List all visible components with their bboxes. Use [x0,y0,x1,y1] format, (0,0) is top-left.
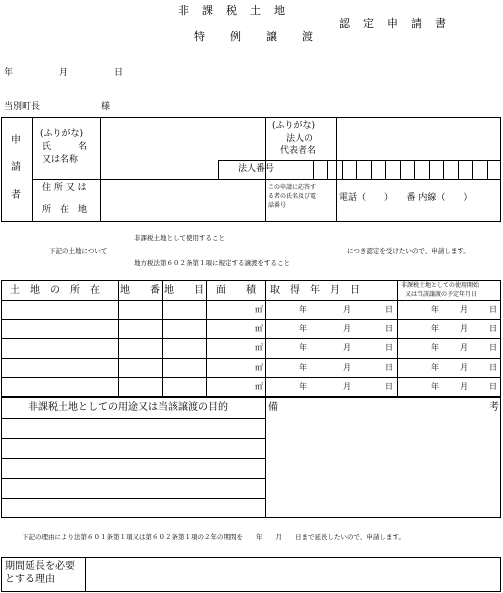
contact-label-2: る者の氏名及び電 [268,193,317,200]
start-month: 月 [460,343,468,352]
corp-digit-input[interactable] [415,161,427,178]
corp-digit-input[interactable] [357,161,369,178]
statement-prefix: 下記の土地について [49,247,108,255]
corp-digit-input[interactable] [386,161,398,178]
location-input[interactable] [4,302,116,318]
divider [1,319,501,320]
remarks-right: 考 [489,402,499,413]
location-input[interactable] [4,340,116,356]
start-day: 日 [489,324,497,333]
corp-digit-input[interactable] [314,161,326,178]
date-day: 日 [114,68,124,78]
remarks-left: 備 [268,402,278,413]
corp-digit-input[interactable] [473,161,485,178]
start-day: 日 [489,305,497,314]
corp-number-label: 法人番号 [238,164,275,174]
extension-reason-input[interactable] [89,559,497,590]
divider [1,338,501,339]
start-year: 年 [431,324,439,333]
divider [265,397,266,518]
area-unit: ㎡ [255,324,263,333]
acquired-day: 日 [385,305,393,314]
date-year: 年 [4,68,14,78]
start-day: 日 [489,343,497,352]
area-input[interactable] [208,340,253,356]
reason-label-2: とする理由 [5,574,55,585]
acquired-month: 月 [343,363,351,372]
contact-label-3: 話番号 [268,202,287,209]
divider [32,179,501,180]
category-input[interactable] [164,321,204,337]
corp-digit-input[interactable] [343,161,355,178]
statement-option-1: 非課税土地として使用すること [134,234,225,242]
divider [1,498,265,499]
col-category: 地 目 [164,285,204,296]
address-label-2: 所 在 地 [42,205,88,215]
start-year: 年 [431,305,439,314]
acquired-year: 年 [299,324,307,333]
lot-input[interactable] [120,360,160,376]
rep-label-1: 法人の [286,134,314,144]
address-label-1: 住 所 又 は [42,183,87,193]
col-location: 土 地 の 所 在 [10,285,100,296]
divider [100,117,101,222]
addressee-honorific: 様 [101,102,111,112]
corp-digit-input[interactable] [444,161,456,178]
corp-digit-input[interactable] [372,161,384,178]
statement-suffix: につき認定を受けたいので、申請します。 [347,247,470,255]
col-lot: 地 番 [120,285,160,296]
furigana-label: (ふりがな) [40,129,84,139]
acquired-month: 月 [343,382,351,391]
addressee-name: 当別町長 [4,102,41,112]
start-month: 月 [460,305,468,314]
applicant-label-1: 申 [11,135,21,146]
purpose-line-2-input[interactable] [4,440,262,456]
divider [1,438,265,439]
corp-digit-input[interactable] [430,161,442,178]
title-main: 非 課 税 土 地 [178,4,286,17]
name-label-2: 又は名称 [42,155,79,165]
location-input[interactable] [4,379,116,395]
rep-name-input[interactable] [339,120,499,158]
purpose-line-3-input[interactable] [4,460,262,476]
acquired-day: 日 [385,363,393,372]
acquired-year: 年 [299,382,307,391]
acquired-day: 日 [385,343,393,352]
divider [1,418,265,419]
area-unit: ㎡ [255,363,263,372]
lot-input[interactable] [120,321,160,337]
divider [1,377,501,378]
purpose-line-1-input[interactable] [4,420,262,436]
start-year: 年 [431,343,439,352]
divider [1,300,501,301]
name-label-1: 氏 名 [42,142,88,152]
corp-digit-input[interactable] [401,161,413,178]
remarks-input[interactable] [268,418,498,516]
acquired-year: 年 [299,343,307,352]
divider [1,478,265,479]
area-unit: ㎡ [255,343,263,352]
rep-label-2: 代表者名 [280,146,317,156]
start-month: 月 [460,382,468,391]
start-day: 日 [489,363,497,372]
start-year: 年 [431,363,439,372]
divider [32,117,33,222]
title-suffix: 認 定 申 請 書 [339,17,447,30]
start-year: 年 [431,382,439,391]
applicant-label-2: 請 [11,162,21,173]
lot-input[interactable] [120,340,160,356]
col-start-1: 非課税土地としての使用開始 [401,282,480,289]
extension-statement: 下記の理由により法第６０１条第１項又は第６０２条第１項の２年の期間を 年 月 日まで延長したいので、申請します。 [22,533,405,541]
start-month: 月 [460,363,468,372]
divider [218,160,219,179]
address-input[interactable] [103,182,263,220]
purpose-line-5-input[interactable] [4,500,262,516]
applicant-label-3: 者 [11,190,21,201]
acquired-year: 年 [299,363,307,372]
name-input[interactable] [103,140,215,176]
corp-digit-input[interactable] [459,161,471,178]
category-input[interactable] [164,302,204,318]
area-input[interactable] [208,379,253,395]
lot-input[interactable] [120,302,160,318]
rep-furigana-label: (ふりがな) [272,121,316,131]
location-input[interactable] [4,360,116,376]
purpose-line-4-input[interactable] [4,480,262,496]
category-input[interactable] [164,340,204,356]
title-sub: 特 例 譲 渡 [194,30,314,43]
start-day: 日 [489,382,497,391]
contact-label-1: この申請に応答す [268,184,317,191]
area-input[interactable] [208,321,253,337]
phone-label: 電話（ ） 番 内線（ ） [339,193,473,203]
col-acquired: 取 得 年 月 日 [270,285,360,296]
corp-digit-input[interactable] [328,161,340,178]
divider [336,179,337,222]
purpose-header: 非課税土地としての用途又は当該譲渡の目的 [28,402,228,413]
lot-input[interactable] [120,379,160,395]
acquired-month: 月 [343,305,351,314]
statement-option-2: 地方税法第６０２条第１項に規定する譲渡をすること [134,259,290,267]
col-area: 面 積 [216,285,256,296]
divider [1,458,265,459]
acquired-month: 月 [343,343,351,352]
location-input[interactable] [4,321,116,337]
area-unit: ㎡ [255,305,263,314]
corp-digit-input[interactable] [488,161,500,178]
acquired-year: 年 [299,305,307,314]
category-input[interactable] [164,379,204,395]
acquired-day: 日 [385,382,393,391]
date-month: 月 [59,68,69,78]
furigana-input[interactable] [103,120,263,136]
divider [1,358,501,359]
divider [85,557,86,592]
area-input[interactable] [208,360,253,376]
category-input[interactable] [164,360,204,376]
area-unit: ㎡ [255,382,263,391]
col-start-2: 又は当該譲渡の予定年月日 [405,291,478,298]
acquired-day: 日 [385,324,393,333]
acquired-month: 月 [343,324,351,333]
area-input[interactable] [208,302,253,318]
start-month: 月 [460,324,468,333]
reason-label-1: 期間延長を必要 [5,561,75,572]
